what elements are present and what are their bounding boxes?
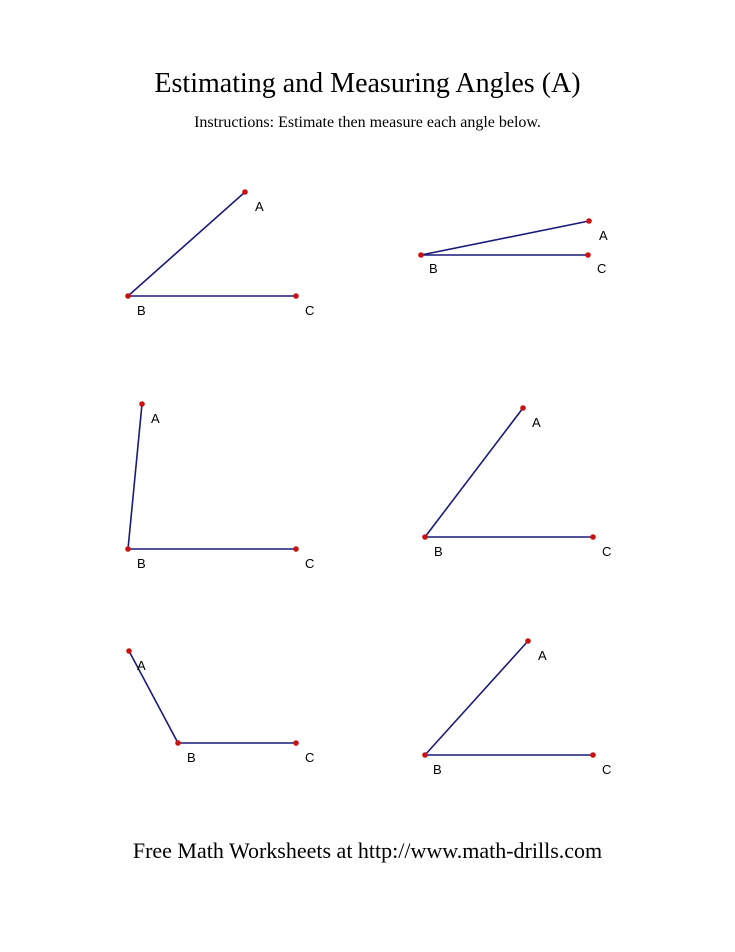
angle-2-label-b: B [429, 261, 438, 276]
angle-1-label-a: A [255, 199, 264, 214]
angle-6-label-b: B [433, 762, 442, 777]
angle-6-ray-ba [425, 641, 528, 755]
angle-2 [418, 218, 608, 276]
angle-4-ray-ba [425, 408, 523, 537]
angle-3 [125, 401, 314, 571]
angle-3-label-a: A [151, 411, 160, 426]
angle-2-ray-ba [421, 221, 589, 255]
angle-3-label-b: B [137, 556, 146, 571]
angle-5-point-a [126, 648, 132, 654]
angle-2-point-a [586, 218, 592, 224]
angle-6-point-a [525, 638, 531, 644]
angle-1-point-b [125, 293, 131, 299]
angle-4-label-c: C [602, 544, 612, 559]
angle-6-point-c [590, 752, 596, 758]
angle-5-point-c [293, 740, 299, 746]
angle-6-point-b [422, 752, 428, 758]
angle-1 [125, 189, 314, 318]
angle-4 [422, 405, 611, 559]
angle-1-point-c [293, 293, 299, 299]
angle-2-point-c [585, 252, 591, 258]
angle-1-label-b: B [137, 303, 146, 318]
angle-5 [126, 648, 314, 765]
angle-3-point-a [139, 401, 145, 407]
angle-1-ray-ba [128, 192, 245, 296]
angle-2-label-a: A [599, 228, 608, 243]
worksheet-footer: Free Math Worksheets at http://www.math-drills.com [132, 838, 603, 863]
worksheet-title: Estimating and Measuring Angles (A) [154, 68, 581, 99]
angle-5-point-b [175, 740, 181, 746]
angle-6-label-a: A [538, 648, 547, 663]
angle-2-label-c: C [597, 261, 607, 276]
angle-5-label-a: A [137, 658, 146, 673]
worksheet-instructions: Instructions: Estimate then measure each angle below. [194, 114, 541, 131]
angle-1-label-c: C [305, 303, 315, 318]
angle-5-label-c: C [305, 750, 315, 765]
angle-3-point-b [125, 546, 131, 552]
angle-4-label-a: A [532, 415, 541, 430]
angle-3-ray-ba [128, 404, 142, 549]
angle-6-label-c: C [602, 762, 612, 777]
angle-3-point-c [293, 546, 299, 552]
angle-2-point-b [418, 252, 424, 258]
angle-3-label-c: C [305, 556, 315, 571]
angle-1-point-a [242, 189, 248, 195]
angle-4-point-a [520, 405, 526, 411]
angle-6 [422, 638, 611, 777]
angle-5-label-b: B [187, 750, 196, 765]
angle-4-point-c [590, 534, 596, 540]
angle-4-point-b [422, 534, 428, 540]
angle-4-label-b: B [434, 544, 443, 559]
